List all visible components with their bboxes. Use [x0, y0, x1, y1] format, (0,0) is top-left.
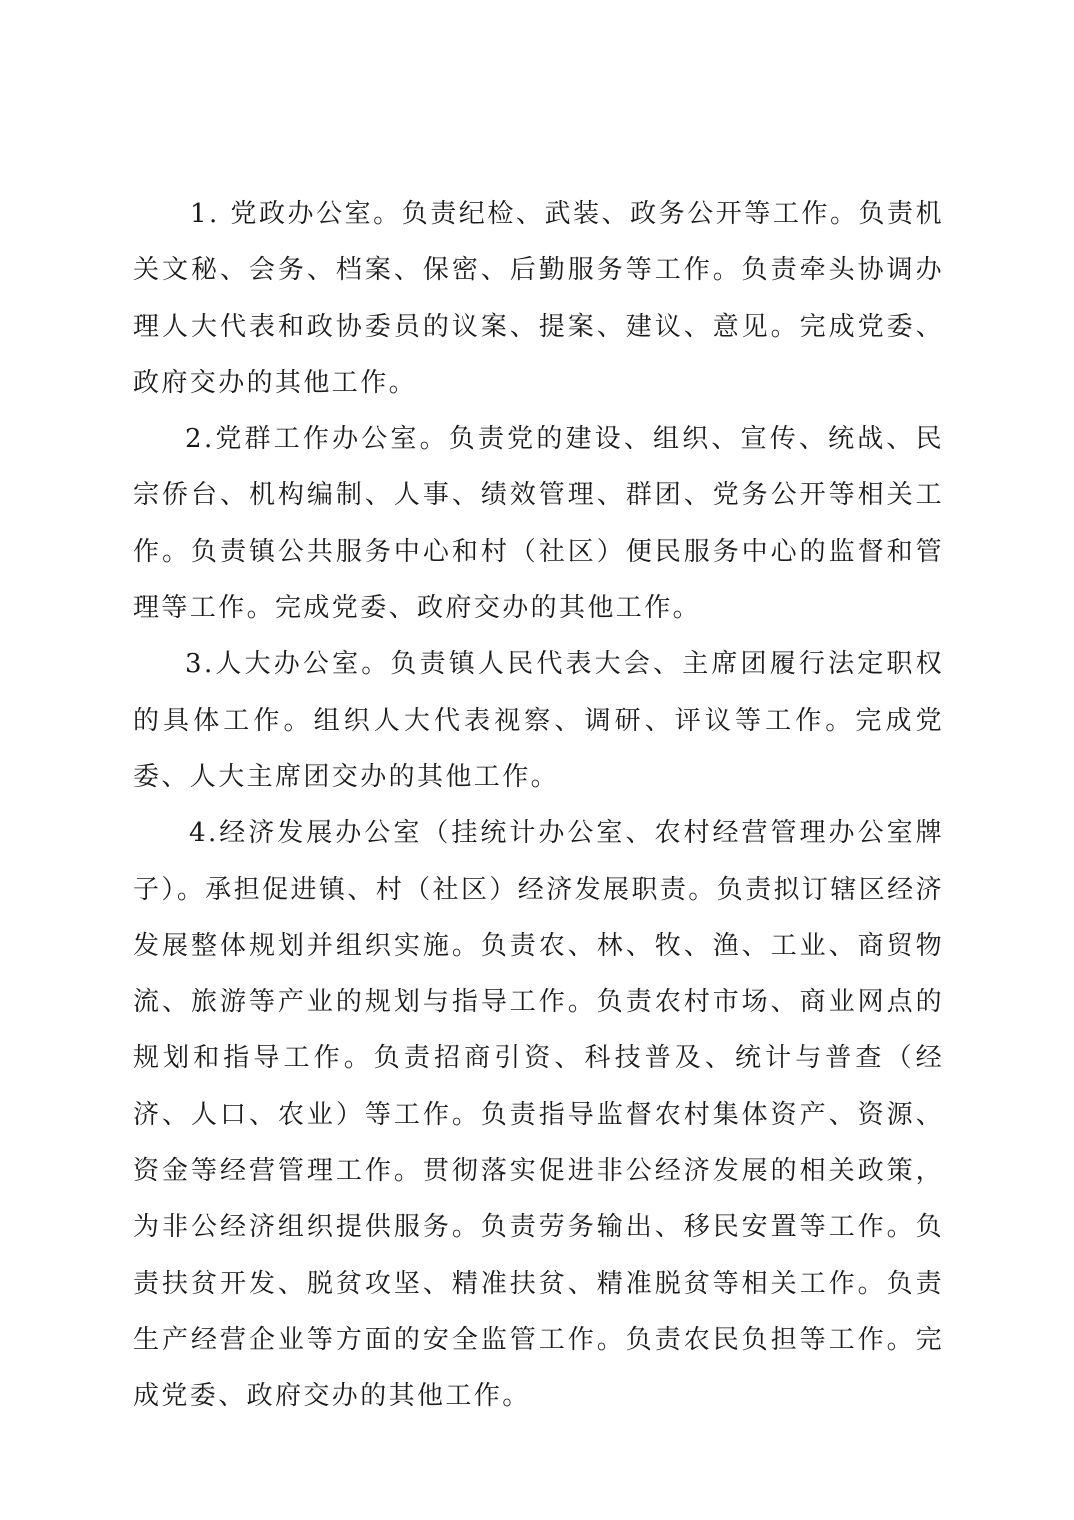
- body-text: [133, 186, 944, 1425]
- paragraph-party-government-office: 1. 党政办公室。负责纪检、武装、政务公开等工作。负责机关文秘、会务、档案、保密、后勤服务等工作。负责牵头协调办理人大代表和政协委员的议案、提案、建议、意见。完成党委、政府交办的其他工作。: [133, 199, 944, 398]
- paragraph-npc-office: 3.人大办公室。负责镇人民代表大会、主席团履行法定职权的具体工作。组织人大代表视察、调研、评议等工作。完成党委、人大主席团交办的其他工作。: [133, 649, 944, 792]
- paragraph-party-mass-work-office: 2.党群工作办公室。负责党的建设、组织、宣传、统战、民宗侨台、机构编制、人事、绩效管理、群团、党务公开等相关工作。负责镇公共服务中心和村（社区）便民服务中心的监督和管理等工作。完成党委、政府交办的其他工作。: [133, 424, 944, 624]
- paragraph-economic-development-office: 4.经济发展办公室（挂统计办公室、农村经营管理办公室牌子）。承担促进镇、村（社区）经济发展职责。负责拟订辖区经济发展整体规划并组织实施。负责农、林、牧、渔、工业、商贸物流、旅游等产业的规划与指导工作。负责农村市场、商业网点的规划和指导工作。负责招商引资、科技普及、统计与普查（经济、人口、农业）等工作。负责指导监督农村集体资产、资源、资金等经营管理工作。贯彻落实促进非公经济发展的相关政策，为非公经济组织提供服务。负责劳务输出、移民安置等工作。负责扶贫开发、脱贫攻坚、精准扶贫、精准脱贫等相关工作。负责生产经营企业等方面的安全监管工作。负责农民负担等工作。完成党委、政府交办的其他工作。: [133, 818, 944, 1412]
